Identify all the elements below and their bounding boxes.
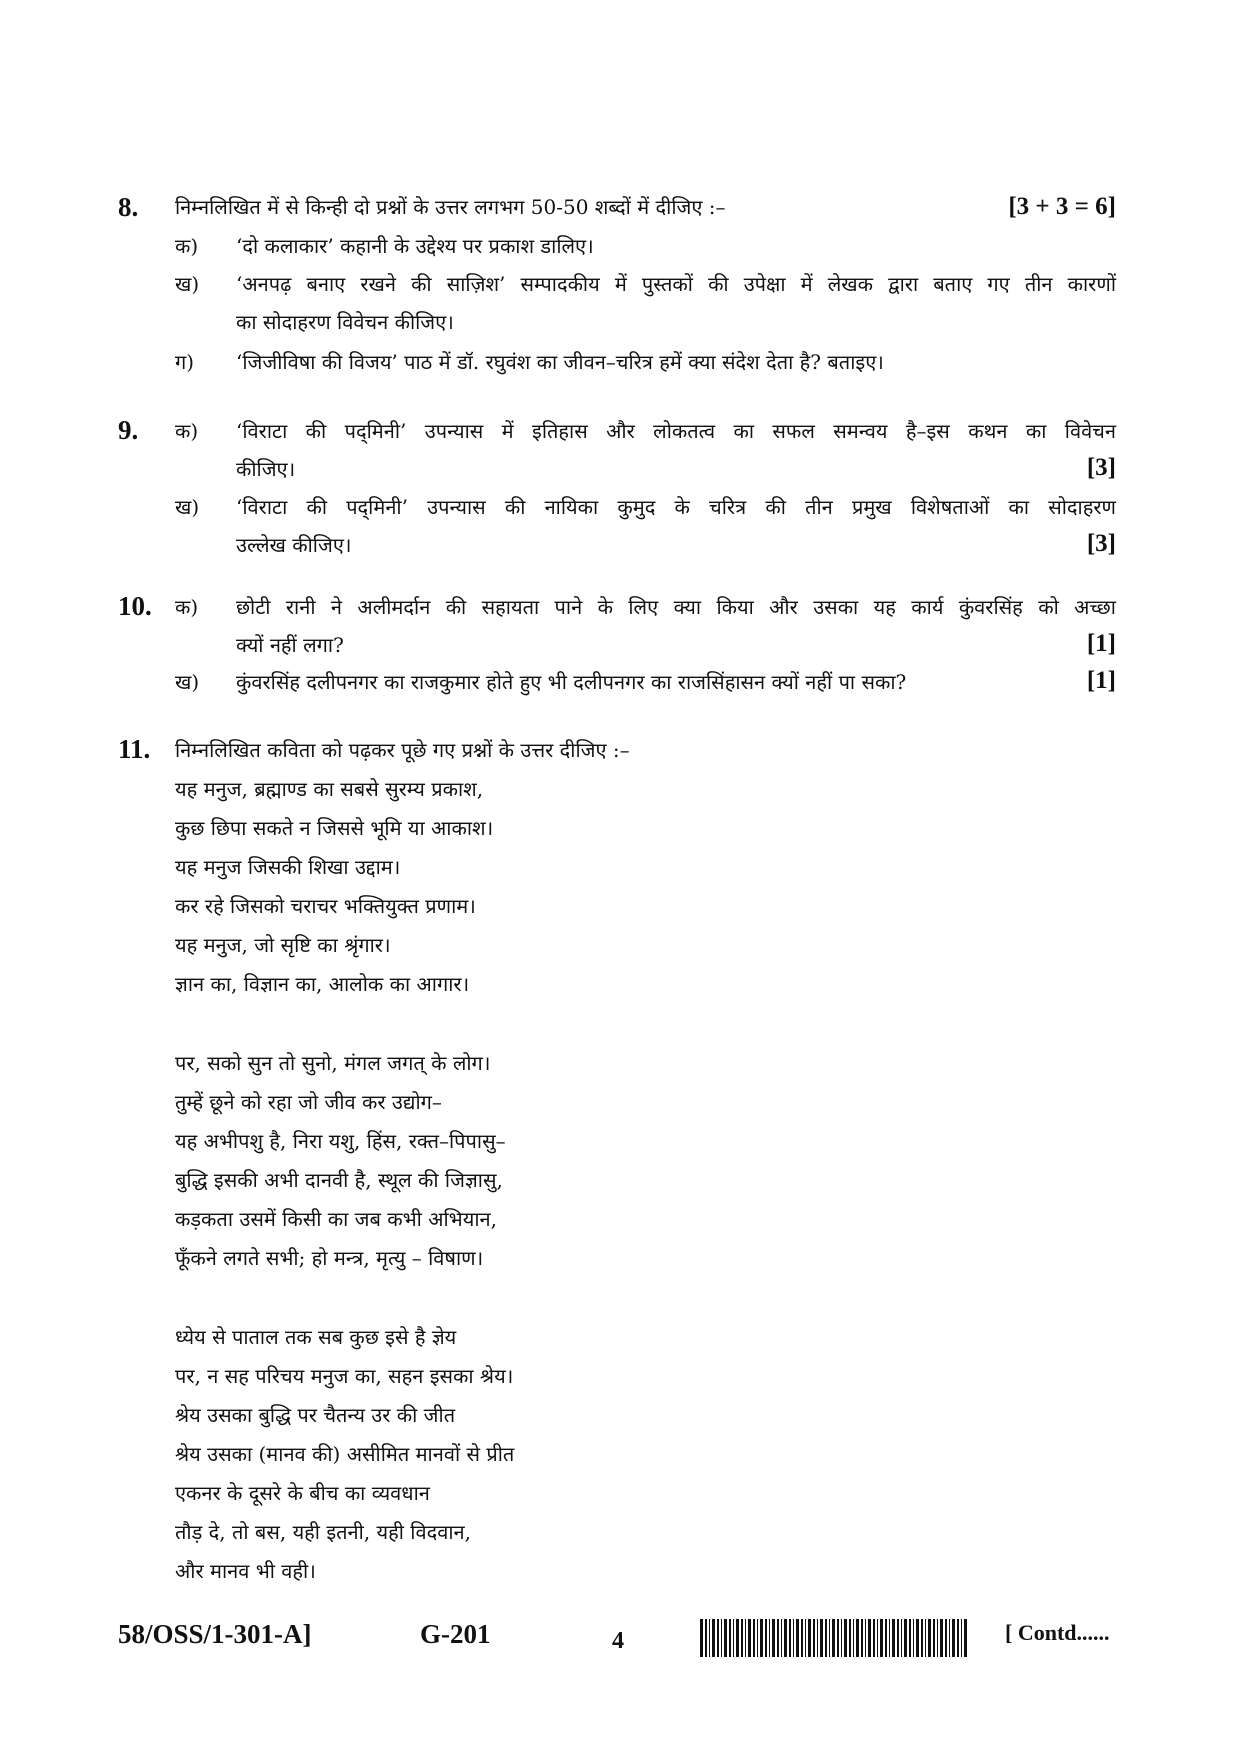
barcode-bar — [760, 1619, 763, 1657]
barcode-bar — [753, 1619, 755, 1657]
barcode-bar — [949, 1619, 950, 1657]
barcode-bar — [793, 1619, 794, 1657]
barcode-bar — [916, 1619, 919, 1657]
poem-line: कर रहे जिसको चराचर भक्तियुक्त प्रणाम। — [175, 894, 476, 918]
barcode-bar — [897, 1619, 899, 1657]
barcode-bar — [781, 1619, 782, 1657]
part-marks: [1] — [1086, 667, 1116, 694]
part-text: ‘दो कलाकार’ कहानी के उद्देश्य पर प्रकाश डालिए। — [236, 234, 594, 258]
barcode-bar — [909, 1619, 911, 1657]
barcode-bar — [808, 1619, 811, 1657]
part-text: ‘विराटा की पद्‌मिनी’ उपन्यास में इतिहास और लोकतत्व का सफल समन्वय है–इस कथन का विवेचन — [236, 419, 1116, 443]
barcode-bar — [825, 1619, 827, 1657]
barcode-bar — [853, 1619, 854, 1657]
barcode-bar — [784, 1619, 787, 1657]
part-text: ‘विराटा की पद्‌मिनी’ उपन्यास की नायिका कुमुद के चरित्र की तीन प्रमुख विशेषताओं का सोदाहरण — [236, 495, 1116, 519]
barcode-bar — [700, 1619, 703, 1657]
barcode-bar — [717, 1619, 719, 1657]
barcode-bar — [913, 1619, 914, 1657]
barcode-bar — [757, 1619, 758, 1657]
barcode-bar — [801, 1619, 803, 1657]
question-number: 8. — [118, 192, 139, 222]
part-text: ‘अनपढ़ बनाए रखने की साज़िश’ सम्पादकीय में पुस्तकों की उपेक्षा में लेखक द्वारा बताए गए तीन कारणों — [236, 272, 1116, 296]
barcode-bar — [748, 1619, 751, 1657]
barcode-bar — [921, 1619, 923, 1657]
poem-line: कड़कता उसमें किसी का जब कभी अभियान, — [175, 1207, 497, 1231]
barcode-bar — [928, 1619, 931, 1657]
barcode-bar — [940, 1619, 943, 1657]
part-label: ख) — [175, 670, 200, 694]
part-text: छोटी रानी ने अलीमर्दान की सहायता पाने के लिए क्या किया और उसका यह कार्य कुंवरसिंह को अच्छा — [236, 595, 1116, 619]
barcode-bar — [729, 1619, 731, 1657]
barcode-bar — [861, 1619, 863, 1657]
barcode-bar — [892, 1619, 895, 1657]
barcode-bar — [837, 1619, 839, 1657]
barcode-bar — [925, 1619, 926, 1657]
part-label: क) — [175, 419, 199, 443]
poem-line: कुछ छिपा सकते न जिससे भूमि या आकाश। — [175, 816, 494, 840]
question-stem: निम्नलिखित कविता को पढ़कर पूछे गए प्रश्नों के उत्तर दीजिए :– — [175, 738, 630, 762]
barcode-bar — [820, 1619, 823, 1657]
barcode-bar — [904, 1619, 907, 1657]
part-text: उल्लेख कीजिए। — [236, 533, 352, 557]
series-code: G-201 — [420, 1619, 491, 1649]
poem-line: यह अभीपशु है, निरा यशु, हिंस, रक्त–पिपासु– — [175, 1129, 506, 1153]
barcode-bar — [868, 1619, 871, 1657]
poem-line: यह मनुज, ब्रह्माण्ड का सबसे सुरम्य प्रकाश, — [175, 777, 484, 801]
poem-line: और मानव भी वही। — [175, 1559, 316, 1583]
part-text: कुंवरसिंह दलीपनगर का राजकुमार होते हुए भी दलीपनगर का राजसिंहासन क्यों नहीं पा सका? — [236, 670, 907, 694]
poem-line: यह मनुज, जो सृष्टि का श्रृंगार। — [175, 933, 391, 957]
poem-line: तौड़ दे, तो बस, यही इतनी, यही विदवान, — [175, 1520, 471, 1544]
barcode-bar — [880, 1619, 883, 1657]
barcode-bar — [885, 1619, 887, 1657]
barcode-bar — [765, 1619, 767, 1657]
poem-line: तुम्हें छूने को रहा जो जीव कर उद्योग– — [175, 1090, 442, 1114]
barcode-bar — [832, 1619, 835, 1657]
poem-line: बुद्धि इसकी अभी दानवी है, स्थूल की जिज्ञासु, — [175, 1168, 503, 1192]
poem-line: श्रेय उसका बुद्धि पर चैतन्य उर की जीत — [175, 1403, 456, 1427]
barcode-bar — [817, 1619, 818, 1657]
barcode-bar — [769, 1619, 770, 1657]
poem-line: यह मनुज जिसकी शिखा उद्दाम। — [175, 855, 401, 879]
barcode-bar — [849, 1619, 851, 1657]
part-text: कीजिए। — [236, 457, 296, 481]
barcode-bar — [709, 1619, 710, 1657]
barcode-bar — [796, 1619, 799, 1657]
barcode-bar — [712, 1619, 715, 1657]
paper-code: 58/OSS/1-301-A] — [118, 1619, 312, 1649]
barcode-bar — [813, 1619, 815, 1657]
barcode-bar — [841, 1619, 842, 1657]
barcode-image — [700, 1619, 970, 1657]
poem-line: ज्ञान का, विज्ञान का, आलोक का आगार। — [175, 972, 470, 996]
barcode-bar — [724, 1619, 727, 1657]
part-text: क्यों नहीं लगा? — [236, 633, 344, 657]
question-marks: [3 + 3 = 6] — [1008, 193, 1116, 220]
barcode-bar — [877, 1619, 878, 1657]
part-label: ग) — [175, 350, 195, 374]
question-stem: निम्नलिखित में से किन्ही दो प्रश्नों के उत्तर लगभग 50-50 शब्दों में दीजिए :– — [175, 195, 726, 219]
barcode-bar — [961, 1619, 962, 1657]
barcode-bar — [865, 1619, 866, 1657]
poem-line: पर, न सह परिचय मनुज का, सहन इसका श्रेय। — [175, 1364, 514, 1388]
poem-line: पर, सको सुन तो सुनो, मंगल जगत् के लोग। — [175, 1051, 491, 1075]
part-label: ख) — [175, 495, 200, 519]
barcode-bar — [705, 1619, 707, 1657]
part-marks: [1] — [1086, 630, 1116, 657]
barcode-bar — [829, 1619, 830, 1657]
barcode-bar — [741, 1619, 743, 1657]
barcode-bar — [805, 1619, 806, 1657]
barcode-bar — [964, 1619, 967, 1657]
poem-line: श्रेय उसका (मानव की) असीमित मानवों से प्रीत — [175, 1442, 515, 1466]
question-number: 11. — [118, 734, 151, 764]
part-marks: [3] — [1086, 454, 1116, 481]
barcode-bar — [873, 1619, 875, 1657]
question-number: 9. — [118, 415, 139, 445]
continued-label: [ Contd...... — [1005, 1620, 1110, 1645]
barcode-bar — [844, 1619, 847, 1657]
barcode-bar — [733, 1619, 734, 1657]
part-label: ख) — [175, 272, 200, 296]
poem-line: एकनर के दूसरे के बीच का व्यवधान — [175, 1481, 430, 1505]
barcode-bar — [777, 1619, 779, 1657]
part-marks: [3] — [1086, 530, 1116, 557]
question-number: 10. — [118, 591, 152, 621]
barcode-bar — [789, 1619, 791, 1657]
barcode-bar — [745, 1619, 746, 1657]
barcode-bar — [856, 1619, 859, 1657]
part-label: क) — [175, 234, 199, 258]
barcode-bar — [957, 1619, 959, 1657]
part-text: का सोदाहरण विवेचन कीजिए। — [236, 310, 454, 334]
poem-line: फूँकने लगते सभी; हो मन्त्र, मृत्यु – विषाण। — [175, 1246, 484, 1270]
barcode-bar — [736, 1619, 739, 1657]
poem-line: ध्येय से पाताल तक सब कुछ इसे है ज्ञेय — [175, 1325, 457, 1349]
barcode-bar — [952, 1619, 955, 1657]
barcode-bar — [945, 1619, 947, 1657]
barcode-bar — [937, 1619, 938, 1657]
part-label: क) — [175, 595, 199, 619]
barcode-bar — [901, 1619, 902, 1657]
barcode-bar — [933, 1619, 935, 1657]
page-number: 4 — [612, 1628, 624, 1654]
barcode-bar — [889, 1619, 890, 1657]
barcode-bar — [721, 1619, 722, 1657]
barcode-bar — [772, 1619, 775, 1657]
part-text: ‘जिजीविषा की विजय’ पाठ में डॉ. रघुवंश का जीवन–चरित्र हमें क्या संदेश देता है? बताइए। — [236, 350, 884, 374]
